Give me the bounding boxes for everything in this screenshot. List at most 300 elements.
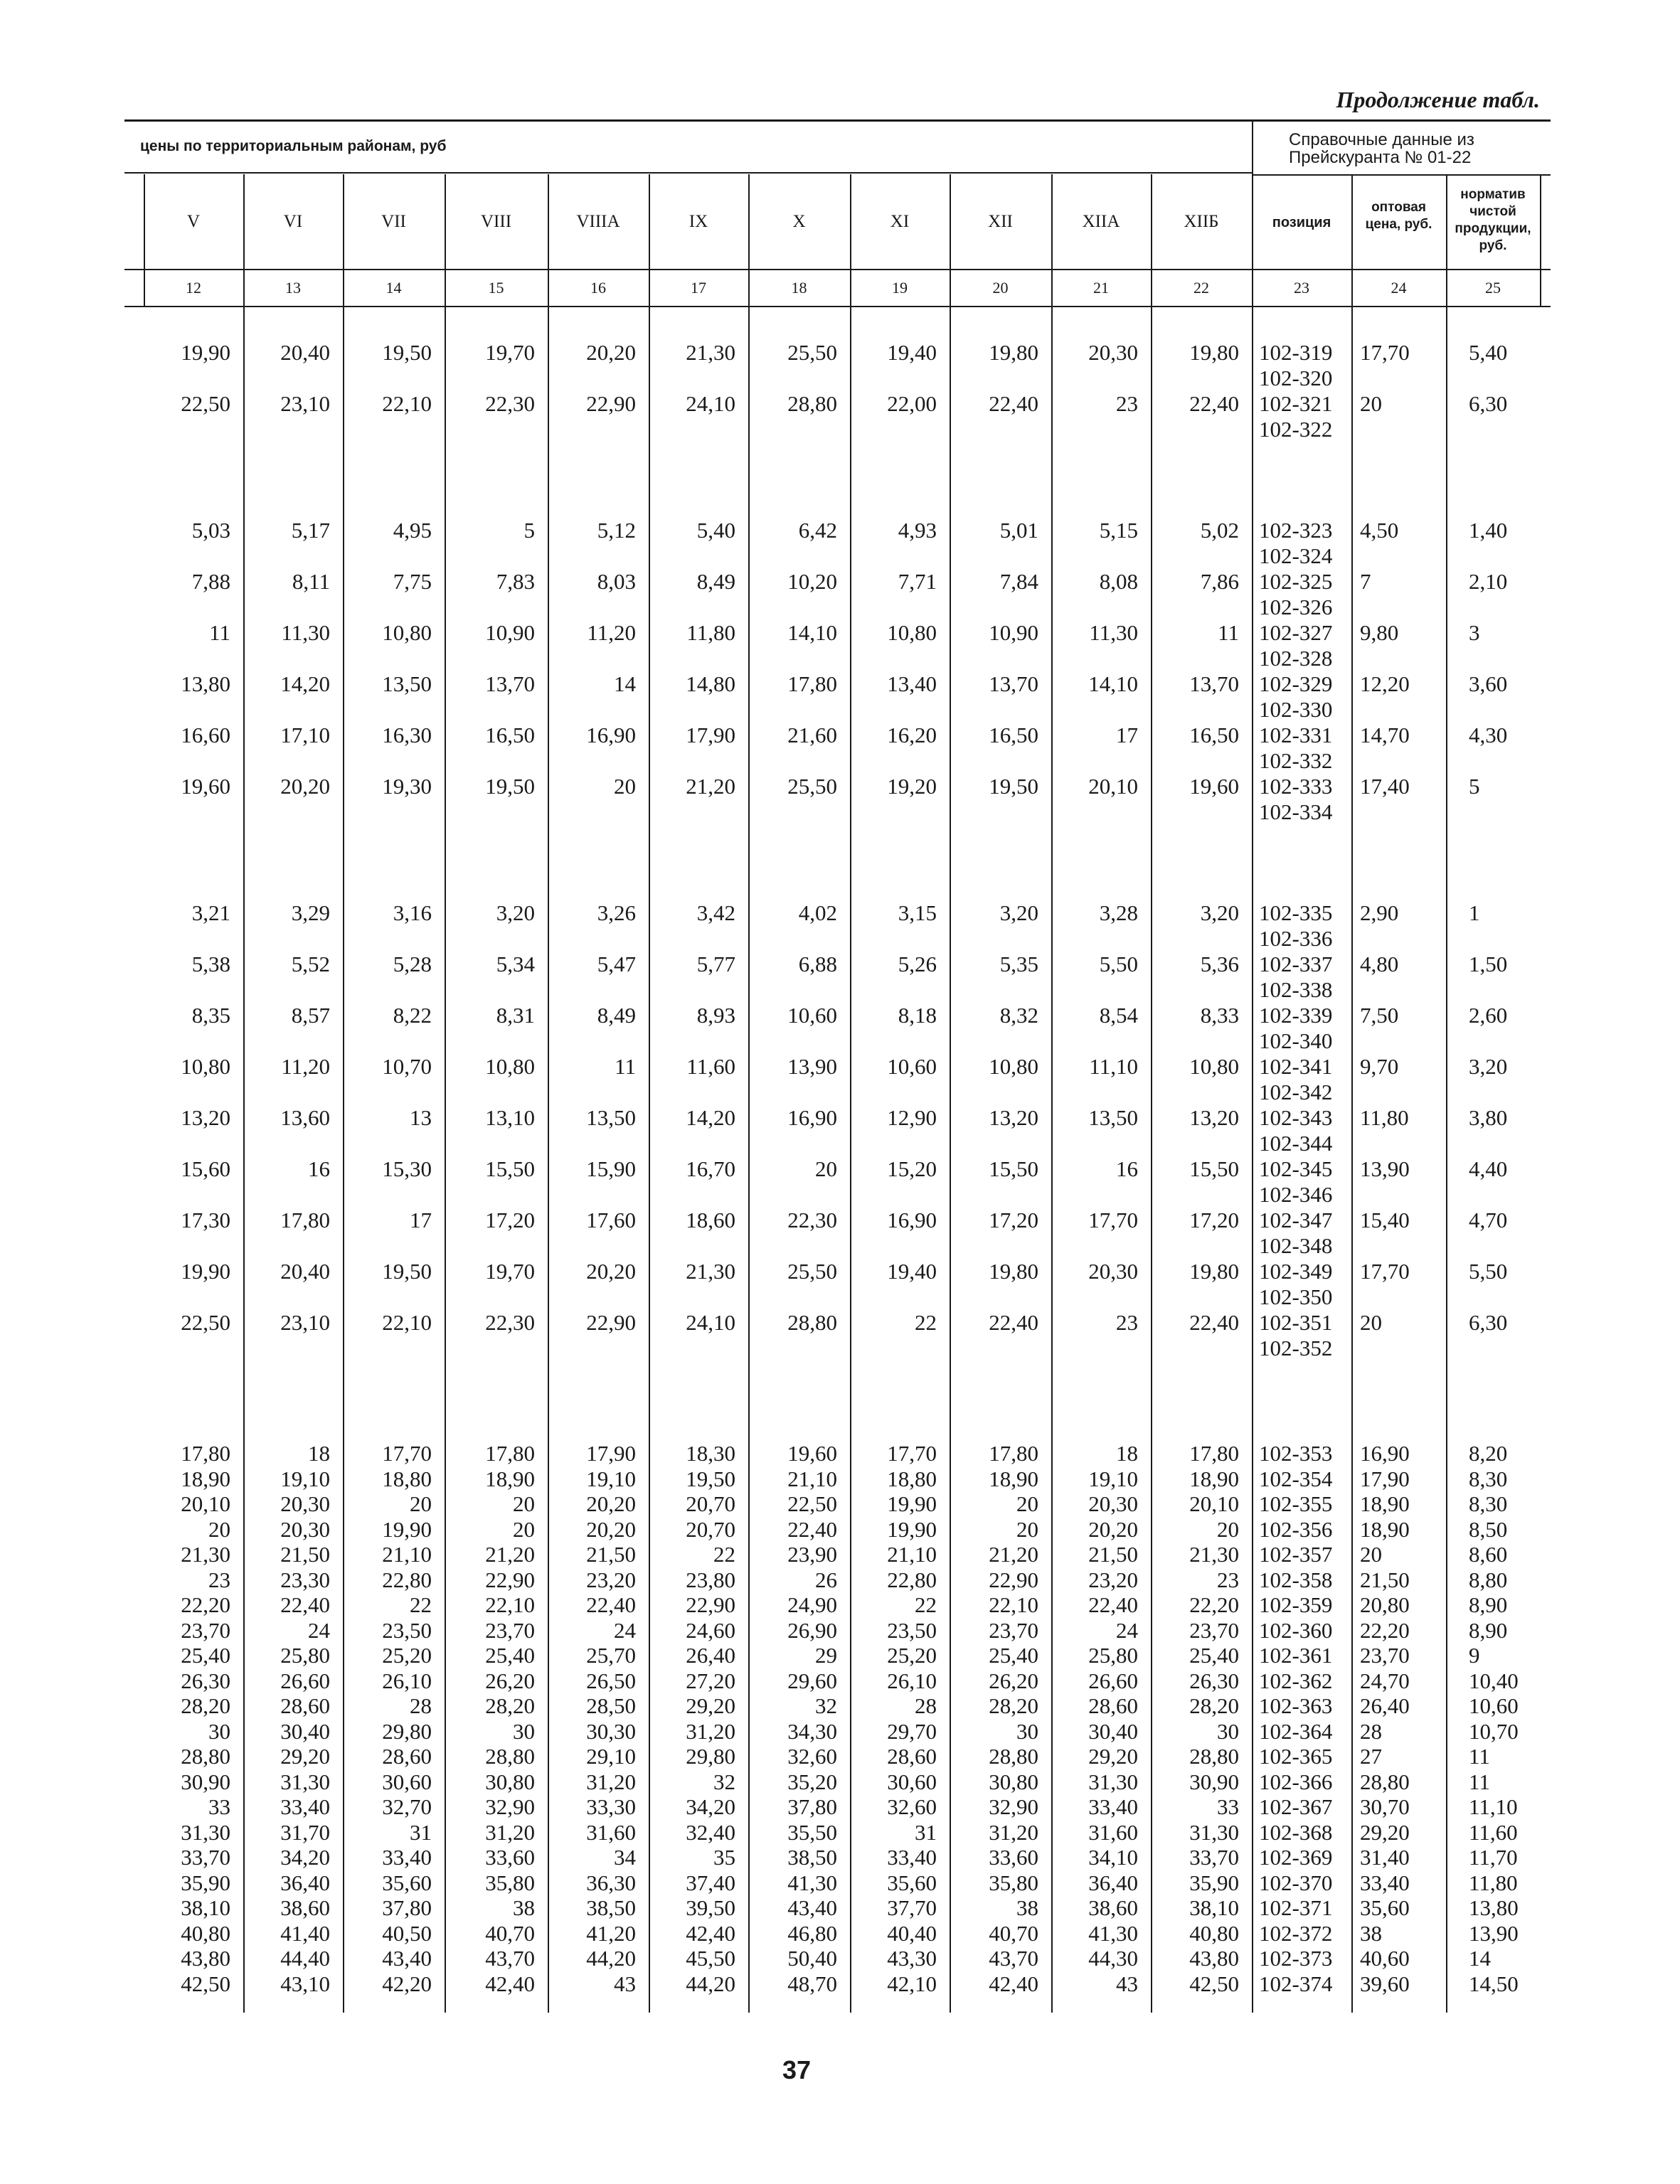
norm-cell: 8,60 [1469,1542,1508,1567]
price-cell: 21,20 [686,774,735,799]
price-cell: 8,18 [898,1003,937,1028]
price-cell: 37,40 [686,1870,735,1895]
price-cell: 17,30 [181,1208,230,1232]
price-cell: 19,70 [485,1259,535,1284]
price-cell: 23,70 [1189,1618,1239,1643]
position-cell: 102-362 [1259,1668,1333,1693]
price-cell: 20,10 [1189,1491,1239,1516]
norm-cell: 8,30 [1469,1466,1508,1491]
column-number: 19 [892,279,908,297]
norm-cell: 8,30 [1469,1491,1508,1516]
position-cell: 102-356 [1259,1517,1333,1542]
price-cell: 28,60 [382,1744,432,1769]
price-cell: 8,31 [496,1003,535,1028]
price-cell: 17 [1116,723,1138,747]
norm-cell: 11,80 [1469,1870,1518,1895]
position-cell: 102-368 [1259,1820,1333,1845]
price-cell: 22 [410,1592,432,1617]
price-cell: 28,80 [787,391,837,416]
price-cell: 10,80 [382,620,432,645]
price-cell: 21,20 [989,1542,1038,1567]
column-header: XII [988,212,1013,231]
price-cell: 22,10 [382,391,432,416]
price-cell: 26,50 [586,1668,636,1693]
column-divider [850,174,851,2013]
position-cell: 102-367 [1259,1794,1333,1819]
price-cell: 3,28 [1099,900,1138,925]
position-cell: 102-330 [1259,697,1333,722]
price-cell: 20,30 [280,1491,330,1516]
price-cell: 22,80 [887,1567,937,1592]
column-header: XIIБ [1184,212,1219,231]
position-cell: 102-328 [1259,646,1333,671]
norm-cell: 11,60 [1469,1820,1518,1845]
price-cell: 22 [713,1542,735,1567]
price-cell: 26,90 [787,1618,837,1643]
price-cell: 21,30 [1189,1542,1239,1567]
price-cell: 8,93 [696,1003,735,1028]
price-cell: 22,50 [181,391,230,416]
norm-cell: 11 [1469,1769,1490,1794]
column-header: оптовая цена, руб. [1365,200,1432,232]
price-cell: 18 [308,1441,330,1466]
price-cell: 50,40 [787,1946,837,1971]
price-cell: 25,40 [989,1643,1038,1668]
price-cell: 5,15 [1099,518,1138,543]
price-cell: 8,32 [999,1003,1038,1028]
prices-caption: цены по территориальным районам, руб [140,138,447,154]
price-cell: 30,40 [1088,1719,1138,1744]
price-cell: 10,60 [787,1003,837,1028]
price-cell: 22,40 [1088,1592,1138,1617]
price-cell: 43,70 [485,1946,535,1971]
position-cell: 102-326 [1259,595,1333,619]
price-cell: 31,30 [1189,1820,1239,1845]
position-cell: 102-353 [1259,1441,1333,1466]
price-cell: 30,80 [989,1769,1038,1794]
norm-cell: 10,40 [1469,1668,1519,1693]
price-cell: 5,26 [898,952,937,976]
wholesale-price-cell: 39,60 [1360,1971,1410,1996]
column-number: 14 [386,279,402,297]
price-cell: 16,20 [887,723,937,747]
price-cell: 23,80 [686,1567,735,1592]
price-cell: 14,10 [787,620,837,645]
price-cell: 29,80 [686,1744,735,1769]
price-cell: 20,70 [686,1517,735,1542]
price-cell: 21,10 [887,1542,937,1567]
price-cell: 11,30 [1089,620,1138,645]
wholesale-price-cell: 7,50 [1360,1003,1399,1028]
price-cell: 7,83 [496,569,535,594]
price-cell: 26,30 [1189,1668,1239,1693]
price-cell: 17,70 [382,1441,432,1466]
price-cell: 8,08 [1099,569,1138,594]
price-cell: 22,30 [787,1208,837,1232]
price-cell: 19,80 [989,340,1038,365]
price-cell: 10,20 [787,569,837,594]
price-cell: 23,70 [989,1618,1038,1643]
price-cell: 15,90 [586,1156,636,1181]
norm-cell: 5,50 [1469,1259,1508,1284]
price-cell: 40,80 [1189,1921,1239,1946]
wholesale-price-cell: 17,70 [1360,340,1410,365]
wholesale-price-cell: 15,40 [1360,1208,1410,1232]
price-cell: 43,30 [887,1946,937,1971]
column-divider [1446,174,1447,2013]
price-cell: 24 [308,1618,330,1643]
price-cell: 23,10 [280,391,330,416]
price-cell: 18,80 [887,1466,937,1491]
price-cell: 20,10 [181,1491,230,1516]
rule-below-colnums [124,306,1551,307]
wholesale-price-cell: 40,60 [1360,1946,1410,1971]
rule-top [124,119,1551,122]
position-cell: 102-337 [1259,952,1333,976]
price-cell: 13,70 [989,671,1038,696]
price-cell: 19,60 [1189,774,1239,799]
price-cell: 13,20 [181,1105,230,1130]
wholesale-price-cell: 14,70 [1360,723,1410,747]
price-cell: 19,90 [181,1259,230,1284]
price-cell: 16,30 [382,723,432,747]
price-cell: 22,90 [586,1310,636,1335]
price-cell: 19,50 [382,340,432,365]
position-cell: 102-344 [1259,1131,1333,1156]
price-cell: 24,90 [787,1592,837,1617]
price-cell: 19,60 [181,774,230,799]
position-cell: 102-358 [1259,1567,1333,1592]
price-cell: 44,20 [586,1946,636,1971]
norm-cell: 14,50 [1469,1971,1519,1996]
price-cell: 22 [915,1592,937,1617]
price-cell: 10,80 [1189,1054,1239,1079]
price-cell: 11 [615,1054,636,1079]
position-cell: 102-345 [1259,1156,1333,1181]
norm-cell: 13,80 [1469,1895,1519,1920]
price-cell: 13,50 [586,1105,636,1130]
price-cell: 15,20 [887,1156,937,1181]
column-header: позиция [1272,215,1331,230]
price-cell: 17,90 [686,723,735,747]
price-cell: 16,50 [989,723,1038,747]
price-cell: 38,50 [586,1895,636,1920]
price-cell: 43,10 [280,1971,330,1996]
price-cell: 26,60 [280,1668,330,1693]
column-number: 16 [590,279,606,297]
wholesale-price-cell: 21,50 [1360,1567,1410,1592]
price-cell: 20,10 [1088,774,1138,799]
price-cell: 28,80 [787,1310,837,1335]
price-cell: 20,20 [280,774,330,799]
norm-cell: 8,50 [1469,1517,1508,1542]
norm-cell: 9 [1469,1643,1480,1668]
price-cell: 28,80 [989,1744,1038,1769]
price-cell: 20 [1016,1517,1038,1542]
column-header: XI [890,212,910,231]
norm-cell: 13,90 [1469,1921,1519,1946]
price-cell: 21,30 [181,1542,230,1567]
price-cell: 18,90 [181,1466,230,1491]
vline-right-edge [1540,174,1541,306]
price-cell: 17,10 [280,723,330,747]
column-header: VIII [480,212,512,231]
column-divider [1151,174,1152,2013]
price-cell: 18 [1116,1441,1138,1466]
price-cell: 45,50 [686,1946,735,1971]
norm-cell: 8,90 [1469,1618,1508,1643]
wholesale-price-cell: 4,50 [1360,518,1399,543]
price-cell: 43,40 [382,1946,432,1971]
price-cell: 20,30 [280,1517,330,1542]
price-cell: 34,20 [280,1845,330,1870]
position-cell: 102-332 [1259,748,1333,773]
price-cell: 30 [1217,1719,1239,1744]
price-cell: 42,20 [382,1971,432,1996]
position-cell: 102-354 [1259,1466,1333,1491]
price-cell: 48,70 [787,1971,837,1996]
norm-cell: 10,70 [1469,1719,1519,1744]
price-cell: 25,40 [485,1643,535,1668]
column-header: VII [381,212,406,231]
price-cell: 40,50 [382,1921,432,1946]
position-cell: 102-357 [1259,1542,1333,1567]
wholesale-price-cell: 9,80 [1360,620,1399,645]
price-cell: 19,40 [887,1259,937,1284]
price-cell: 40,70 [485,1921,535,1946]
price-cell: 20 [1217,1517,1239,1542]
norm-cell: 8,80 [1469,1567,1508,1592]
price-cell: 19,80 [989,1259,1038,1284]
price-cell: 38 [513,1895,535,1920]
price-cell: 11,20 [587,620,636,645]
price-cell: 7,71 [898,569,937,594]
rule-below-roman [124,269,1551,270]
position-cell: 102-373 [1259,1946,1333,1971]
price-cell: 33,70 [1189,1845,1239,1870]
price-cell: 29,80 [382,1719,432,1744]
price-cell: 33,40 [887,1845,937,1870]
price-cell: 20 [208,1517,230,1542]
price-cell: 30,60 [382,1769,432,1794]
price-cell: 5,12 [597,518,636,543]
norm-cell: 8,90 [1469,1592,1508,1617]
price-cell: 42,40 [485,1971,535,1996]
wholesale-price-cell: 18,90 [1360,1517,1410,1542]
wholesale-price-cell: 9,70 [1360,1054,1399,1079]
price-cell: 26,20 [989,1668,1038,1693]
price-cell: 25,80 [280,1643,330,1668]
price-cell: 24 [1116,1618,1138,1643]
price-cell: 15,30 [382,1156,432,1181]
price-cell: 40,70 [989,1921,1038,1946]
column-divider [950,174,951,2013]
rule-below-captions [124,172,1252,174]
price-cell: 24,10 [686,1310,735,1335]
price-cell: 17,20 [1189,1208,1239,1232]
column-number: 20 [992,279,1009,297]
price-cell: 26,30 [181,1668,230,1693]
column-number: 25 [1485,279,1501,297]
price-cell: 13,20 [989,1105,1038,1130]
price-cell: 3,15 [898,900,937,925]
price-cell: 31,20 [686,1719,735,1744]
price-cell: 33,40 [1088,1794,1138,1819]
price-cell: 25,20 [887,1643,937,1668]
price-cell: 24,10 [686,391,735,416]
price-cell: 11 [1218,620,1239,645]
wholesale-price-cell: 28 [1360,1719,1382,1744]
price-cell: 11,20 [281,1054,330,1079]
price-cell: 17,80 [485,1441,535,1466]
price-cell: 28,20 [989,1693,1038,1718]
price-cell: 8,35 [191,1003,230,1028]
price-cell: 10,80 [989,1054,1038,1079]
price-cell: 21,50 [1088,1542,1138,1567]
price-cell: 33 [1217,1794,1239,1819]
norm-cell: 3 [1469,620,1480,645]
price-cell: 5,17 [291,518,330,543]
price-cell: 28,50 [586,1693,636,1718]
position-cell: 102-347 [1259,1208,1333,1232]
page-number: 37 [782,2055,812,2084]
price-cell: 21,30 [686,1259,735,1284]
price-cell: 5,40 [696,518,735,543]
position-cell: 102-372 [1259,1921,1333,1946]
price-cell: 17,90 [586,1441,636,1466]
wholesale-price-cell: 30,70 [1360,1794,1410,1819]
price-cell: 37,80 [382,1895,432,1920]
price-cell: 17,80 [181,1441,230,1466]
price-cell: 32 [815,1693,837,1718]
wholesale-price-cell: 18,90 [1360,1491,1410,1516]
price-cell: 13,10 [485,1105,535,1130]
price-cell: 16,90 [586,723,636,747]
price-cell: 22 [915,1310,937,1335]
norm-cell: 4,70 [1469,1208,1508,1232]
price-cell: 22,10 [989,1592,1038,1617]
price-cell: 11 [209,620,230,645]
price-cell: 22,40 [280,1592,330,1617]
price-cell: 25,50 [787,774,837,799]
price-cell: 11,10 [1089,1054,1138,1079]
price-cell: 7,88 [191,569,230,594]
wholesale-price-cell: 22,20 [1360,1618,1410,1643]
wholesale-price-cell: 20 [1360,1310,1382,1335]
price-cell: 5,28 [393,952,432,976]
norm-cell: 11 [1469,1744,1490,1769]
price-cell: 3,20 [496,900,535,925]
price-cell: 6,42 [798,518,837,543]
price-cell: 20,20 [586,1517,636,1542]
norm-cell: 2,60 [1469,1003,1508,1028]
price-cell: 31,20 [989,1820,1038,1845]
price-cell: 8,22 [393,1003,432,1028]
price-cell: 20,30 [1088,1491,1138,1516]
price-cell: 31 [915,1820,937,1845]
price-cell: 31,30 [1088,1769,1138,1794]
column-divider [1051,174,1053,2013]
price-cell: 20 [410,1491,432,1516]
price-cell: 8,03 [597,569,636,594]
price-cell: 11,30 [281,620,330,645]
price-cell: 34 [614,1845,636,1870]
price-cell: 31 [410,1820,432,1845]
price-cell: 22,40 [1189,1310,1239,1335]
wholesale-price-cell: 4,80 [1360,952,1399,976]
price-cell: 29,60 [787,1668,837,1693]
price-cell: 10,90 [989,620,1038,645]
price-cell: 18,30 [686,1441,735,1466]
position-cell: 102-350 [1259,1284,1333,1309]
price-cell: 17 [410,1208,432,1232]
position-cell: 102-366 [1259,1769,1333,1794]
position-cell: 102-359 [1259,1592,1333,1617]
price-cell: 20,30 [1088,340,1138,365]
price-cell: 33,60 [989,1845,1038,1870]
price-cell: 16 [1116,1156,1138,1181]
price-cell: 33,40 [382,1845,432,1870]
price-cell: 32 [713,1769,735,1794]
wholesale-price-cell: 20,80 [1360,1592,1410,1617]
price-cell: 10,80 [181,1054,230,1079]
price-cell: 42,50 [181,1971,230,1996]
price-cell: 3,16 [393,900,432,925]
wholesale-price-cell: 27 [1360,1744,1382,1769]
price-cell: 11,80 [686,620,735,645]
price-cell: 46,80 [787,1921,837,1946]
price-cell: 19,50 [382,1259,432,1284]
position-cell: 102-364 [1259,1719,1333,1744]
price-cell: 25,80 [1088,1643,1138,1668]
price-cell: 28,60 [887,1744,937,1769]
price-cell: 22,50 [181,1310,230,1335]
position-cell: 102-348 [1259,1233,1333,1258]
price-cell: 25,50 [787,340,837,365]
column-number: 15 [488,279,504,297]
price-cell: 23 [208,1567,230,1592]
price-cell: 22,40 [1189,391,1239,416]
price-cell: 20,20 [1088,1517,1138,1542]
position-cell: 102-370 [1259,1870,1333,1895]
price-cell: 17,80 [1189,1441,1239,1466]
position-cell: 102-340 [1259,1028,1333,1053]
price-cell: 14,20 [280,671,330,696]
price-cell: 16,70 [686,1156,735,1181]
price-cell: 43,70 [989,1946,1038,1971]
price-cell: 30,30 [586,1719,636,1744]
price-cell: 40,80 [181,1921,230,1946]
column-number: 23 [1294,279,1309,297]
wholesale-price-cell: 24,70 [1360,1668,1410,1693]
price-cell: 19,10 [280,1466,330,1491]
norm-cell: 1 [1469,900,1480,925]
price-cell: 42,10 [887,1971,937,1996]
price-cell: 43,80 [1189,1946,1239,1971]
price-cell: 32,90 [989,1794,1038,1819]
price-cell: 44,30 [1088,1946,1138,1971]
price-cell: 5,34 [496,952,535,976]
norm-cell: 10,60 [1469,1693,1519,1718]
wholesale-price-cell: 33,40 [1360,1870,1410,1895]
price-cell: 3,20 [999,900,1038,925]
column-divider [748,174,750,2013]
price-cell: 7,75 [393,569,432,594]
norm-cell: 1,40 [1469,518,1508,543]
price-cell: 22,40 [787,1517,837,1542]
price-cell: 4,93 [898,518,937,543]
price-cell: 10,60 [887,1054,937,1079]
